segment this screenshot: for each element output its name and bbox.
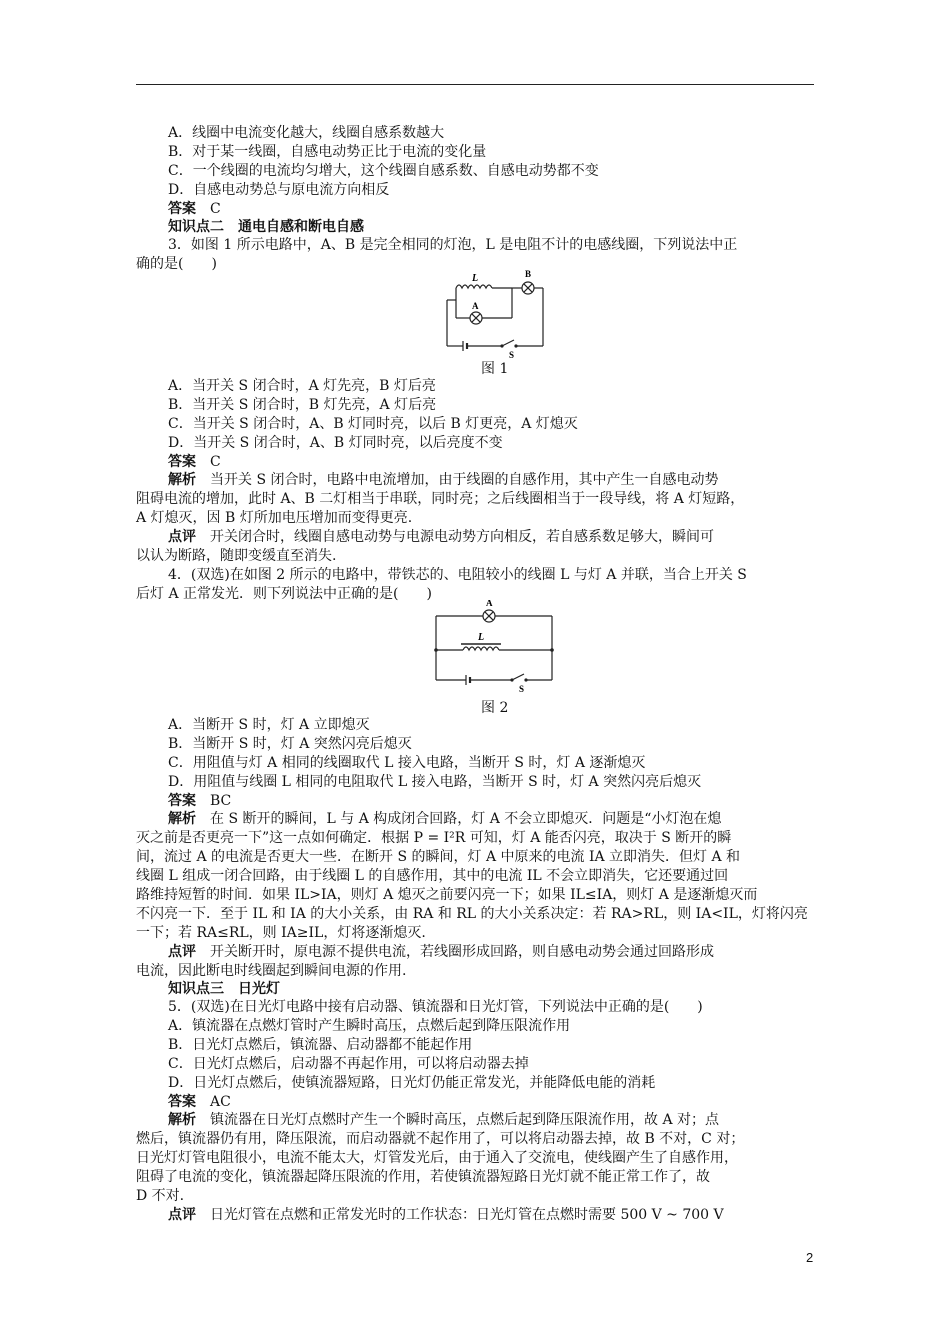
- section-title: 知识点二 通电自感和断电自感: [168, 219, 364, 235]
- q3-analysis-line2: 阻碍电流的增加，此时 A、B 二灯相当于串联，同时亮；之后线圈相当于一段导线，将 A 灯短路，: [136, 491, 745, 507]
- analysis-label: 解析: [168, 472, 196, 488]
- q5-answer: [168, 1093, 231, 1111]
- q2-option-c: C．一个线圈的电流均匀增大，这个线圈自感系数、自感电动势都不变: [168, 163, 599, 179]
- comment-label: 点评: [168, 944, 196, 960]
- inductor-label: L: [472, 273, 479, 284]
- q4-option-c: C．用阻值与灯 A 相同的线圈取代 L 接入电路，当断开 S 时，灯 A 逐渐熄灭: [168, 755, 646, 771]
- answer-value: C: [210, 454, 221, 470]
- q3-option-a: A．当开关 S 闭合时，A 灯先亮，B 灯后亮: [168, 378, 436, 394]
- q2-option-a: A．线圈中电流变化越大，线圈自感系数越大: [168, 125, 445, 141]
- q5-option-a: A．镇流器在点燃灯管时产生瞬时高压，点燃后起到降压限流作用: [168, 1018, 571, 1034]
- q4-stem-line1: 4．(双选)在如图 2 所示的电路中，带铁芯的、电阻较小的线圈 L 与灯 A 并联，当合上开关 S: [168, 567, 747, 583]
- q5-analysis-line2: 燃后，镇流器仍有用，降压限流，而启动器就不起作用了，可以将启动器去掉，故 B 不对，C 对；: [136, 1131, 745, 1147]
- lamp-b-label: B: [525, 269, 532, 279]
- lamp-a-label: A: [472, 301, 479, 311]
- q4-option-a: A．当断开 S 时，灯 A 立即熄灭: [168, 717, 370, 733]
- header-rule: [136, 84, 814, 85]
- answer-label: 答案: [168, 454, 196, 470]
- q4-analysis-line3: 间，流过 A 的电流是否更大一些．在断开 S 的瞬间，灯 A 中原来的电流 IA 立即消失．但灯 A 和: [136, 849, 741, 865]
- q5-analysis-line4: 阻碍了电流的变化，镇流器起降压限流的作用，若使镇流器短路日光灯就不能正常工作了，故: [136, 1169, 710, 1185]
- q3-option-b: B．当开关 S 闭合时，B 灯先亮，A 灯后亮: [168, 397, 437, 413]
- q5-comment-line1: [168, 1206, 724, 1224]
- q5-option-d: D．日光灯点燃后，使镇流器短路，日光灯仍能正常发光，并能降低电能的消耗: [168, 1075, 656, 1091]
- answer-label: 答案: [168, 201, 196, 217]
- q4-comment-line1: [168, 943, 714, 961]
- page-number: 2: [806, 1250, 814, 1265]
- comment-text: 日光灯管在点燃和正常发光时的工作状态：日光灯管在点燃时需要 500 V ~ 700 V: [210, 1207, 724, 1223]
- q4-option-d: D．用阻值与线圈 L 相同的电阻取代 L 接入电路，当断开 S 时，灯 A 突然闪亮后熄灭: [168, 774, 702, 790]
- comment-text: 开关闭合时，线圈自感电动势与电源电动势方向相反，若自感系数足够大，瞬间可: [210, 529, 714, 545]
- analysis-text: 镇流器在日光灯点燃时产生一个瞬时高压，点燃后起到降压限流作用，故 A 对；点: [210, 1112, 720, 1128]
- q5-option-c: C．日光灯点燃后，启动器不再起作用，可以将启动器去掉: [168, 1056, 529, 1072]
- q3-stem-line2: 确的是( ): [136, 256, 217, 272]
- q3-comment-line2: 以认为断路，随即变缓直至消失.: [136, 548, 337, 564]
- q4-stem-line2: 后灯 A 正常发光．则下列说法中正确的是( ): [136, 586, 432, 602]
- answer-label: 答案: [168, 1094, 196, 1110]
- q4-analysis-line7: 一下；若 RA≤RL，则 IA≥IL，灯将逐渐熄灭.: [136, 925, 426, 941]
- comment-label: 点评: [168, 529, 196, 545]
- lamp-a-label: A: [486, 600, 493, 608]
- q4-analysis-line5: 路维持短暂的时间．如果 IL>IA，则灯 A 熄灭之前要闪亮一下；如果 IL≤IA，则灯 A 是逐渐熄灭而: [136, 887, 758, 903]
- q2-answer: [168, 200, 221, 218]
- analysis-label: 解析: [168, 811, 196, 827]
- switch-label: S: [509, 350, 515, 359]
- q2-option-d: D．自感电动势总与原电流方向相反: [168, 182, 390, 198]
- q5-analysis-line5: D 不对.: [136, 1188, 185, 1204]
- q4-answer: [168, 792, 231, 810]
- q3-analysis-line3: A 灯熄灭，因 B 灯所加电压增加而变得更亮.: [136, 510, 413, 526]
- analysis-text: 当开关 S 闭合时，电路中电流增加，由于线圈的自感作用，其中产生一自感电动势: [210, 472, 719, 488]
- q5-analysis-line1: [168, 1111, 719, 1129]
- q4-analysis-line6: 不闪亮一下．至于 IL 和 IA 的大小关系，由 RA 和 RL 的大小关系决定：若 RA>RL，则 IA<IL，灯将闪亮: [136, 906, 808, 922]
- q3-comment-line1: [168, 528, 714, 546]
- q5-option-b: B．日光灯点燃后，镇流器、启动器都不能起作用: [168, 1037, 473, 1053]
- q4-analysis-line1: [168, 810, 721, 828]
- q3-answer: [168, 453, 221, 471]
- answer-label: 答案: [168, 793, 196, 809]
- q3-stem-line1: 3．如图 1 所示电路中，A、B 是完全相同的灯泡，L 是电阻不计的电感线圈，下列说法中正: [168, 237, 738, 253]
- figure-2-circuit: [430, 600, 560, 696]
- q5-analysis-line3: 日光灯灯管电阻很小，电流不能太大，灯管发光后，由于通入了交流电，使线圈产生了自感作用，: [136, 1150, 738, 1166]
- comment-text: 开关断开时，原电源不提供电流，若线圈形成回路，则自感电动势会通过回路形成: [210, 944, 714, 960]
- q4-comment-line2: 电流，因此断电时线圈起到瞬间电源的作用.: [136, 963, 407, 979]
- answer-value: BC: [210, 793, 232, 809]
- q3-analysis-line1: [168, 471, 719, 489]
- comment-label: 点评: [168, 1207, 196, 1223]
- q4-option-b: B．当断开 S 时，灯 A 突然闪亮后熄灭: [168, 736, 412, 752]
- inductor-label: L: [478, 632, 485, 643]
- switch-label: S: [519, 684, 525, 694]
- q3-option-d: D．当开关 S 闭合时，A、B 灯同时亮，以后亮度不变: [168, 435, 503, 451]
- q5-stem: 5．(双选)在日光灯电路中接有启动器、镇流器和日光灯管，下列说法中正确的是( ): [168, 999, 703, 1015]
- analysis-text: 在 S 断开的瞬间，L 与 A 构成闭合回路，灯 A 不会立即熄灭．问题是“小灯泡在熄: [210, 811, 722, 827]
- section-title: 知识点三 日光灯: [168, 981, 280, 997]
- q4-analysis-line2: 灭之前是否更亮一下”这一点如何确定．根据 P = I²R 可知，灯 A 能否闪亮，取决于 S 断开的瞬: [136, 830, 732, 846]
- q4-analysis-line4: 线圈 L 组成一闭合回路，由于线圈 L 的自感作用，其中的电流 IL 不会立即消失，它还要通过回: [136, 868, 729, 884]
- figure-2-caption: 图 2: [481, 700, 509, 716]
- figure-1-caption: 图 1: [481, 361, 509, 377]
- figure-1-circuit: [440, 264, 555, 359]
- analysis-label: 解析: [168, 1112, 196, 1128]
- q3-option-c: C．当开关 S 闭合时，A、B 灯同时亮，以后 B 灯更亮，A 灯熄灭: [168, 416, 578, 432]
- answer-value: AC: [210, 1094, 231, 1110]
- q2-option-b: B．对于某一线圈，自感电动势正比于电流的变化量: [168, 144, 487, 160]
- answer-value: C: [210, 201, 221, 217]
